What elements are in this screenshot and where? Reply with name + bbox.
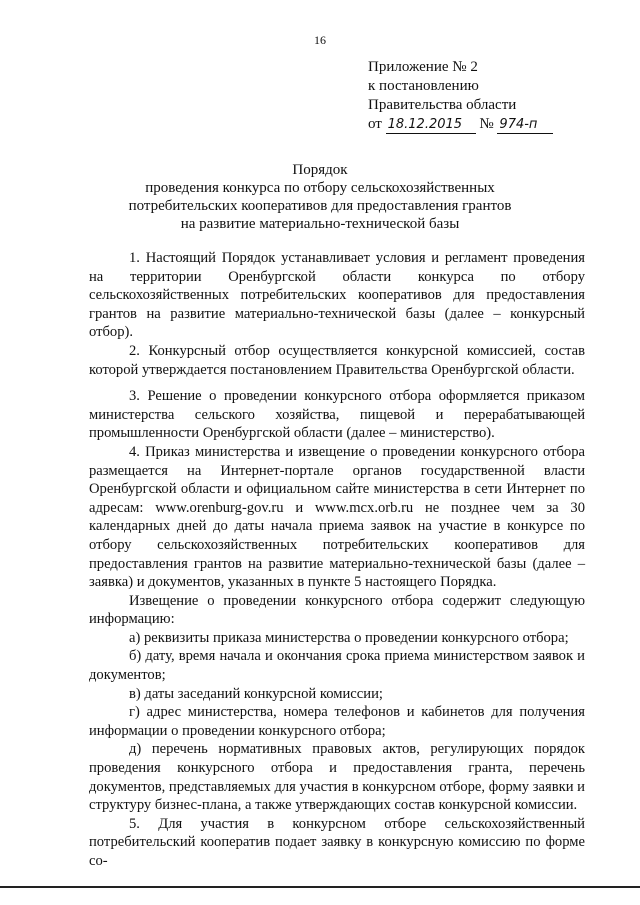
appendix-title: Приложение № 2 bbox=[368, 59, 478, 75]
paragraph-2: 2. Конкурсный отбор осуществляется конкурсной комиссией, состав которой утверждается постановлением Правительства Оренбургской области. bbox=[89, 342, 585, 378]
paragraph-1: 1. Настоящий Порядок устанавливает условия и регламент проведения на территории Оренбургской области конкурса по отбору сельскохозяйственных потребительских кооперативов для предоставления грантов на развитие материально-технической базы (далее – конкурсный отбор). bbox=[89, 250, 585, 341]
paragraph-notice: Извещение о проведении конкурсного отбора содержит следующую информацию: bbox=[89, 592, 585, 628]
appendix-ref: к постановлению bbox=[368, 78, 479, 94]
list-item-a: а) реквизиты приказа министерства о проведении конкурсного отбора; bbox=[129, 629, 569, 646]
list-item-b: б) дату, время начала и окончания срока приема министерством заявок и документов; bbox=[89, 648, 585, 684]
page-number: 16 bbox=[314, 33, 326, 47]
bottom-divider bbox=[0, 886, 640, 888]
document-title bbox=[110, 161, 530, 233]
list-item-d: д) перечень нормативных правовых актов, регулирующих порядок проведения конкурсного отбора и предоставления гранта, перечень документов, представляемых для участия в конкурсном отборе, форму заявки и структуру бизнес-плана, а также утверждающих состав конкурсной комиссии. bbox=[89, 741, 585, 814]
document-body bbox=[89, 249, 585, 871]
number-label: № bbox=[479, 116, 494, 132]
list-item-v: в) даты заседаний конкурсной комиссии; bbox=[129, 685, 383, 702]
paragraph-4: 4. Приказ министерства и извещение о проведении конкурсного отбора размещается на Интернет-портале органов государственной власти Оренбургской области и официальном сайте министерства в сети Интернет по адресам: www.orenburg-gov.ru и www.mcx.orb.ru не позднее чем за 30 календарных дней до даты начала приема заявок на участие в конкурсе по отбору сельскохозяйственных потребительских кооперативов для предоставления грантов на развитие материально-технической базы (далее – заявка) и документов, указанных в пункте 5 настоящего Порядка. bbox=[89, 443, 585, 591]
list-item-g: г) адрес министерства, номера телефонов и кабинетов для получения информации о проведении конкурсного отбора; bbox=[89, 704, 585, 739]
title-line-3: потребительских кооперативов для предоставления грантов bbox=[128, 198, 512, 214]
paragraph-3: 3. Решение о проведении конкурсного отбора оформляется приказом министерства сельского хозяйства, пищевой и перерабатывающей промышленности Оренбургской области (далее – министерство). bbox=[89, 388, 585, 442]
handwritten-number: 974-п bbox=[497, 117, 553, 134]
from-label: от bbox=[368, 116, 382, 132]
appendix-authority: Правительства области bbox=[368, 97, 517, 113]
title-line-2: проведения конкурса по отбору сельскохозяйственных bbox=[145, 180, 495, 196]
appendix-date-line bbox=[368, 115, 608, 134]
appendix-block bbox=[368, 58, 608, 134]
title-line-1: Порядок bbox=[292, 162, 348, 178]
paragraph-5: 5. Для участия в конкурсном отборе сельскохозяйственный потребительский кооператив подает заявку в конкурсную комиссию по форме со- bbox=[89, 815, 585, 869]
handwritten-date: 18.12.2015 bbox=[386, 117, 476, 134]
title-line-4: на развитие материально-технической базы bbox=[180, 216, 460, 232]
